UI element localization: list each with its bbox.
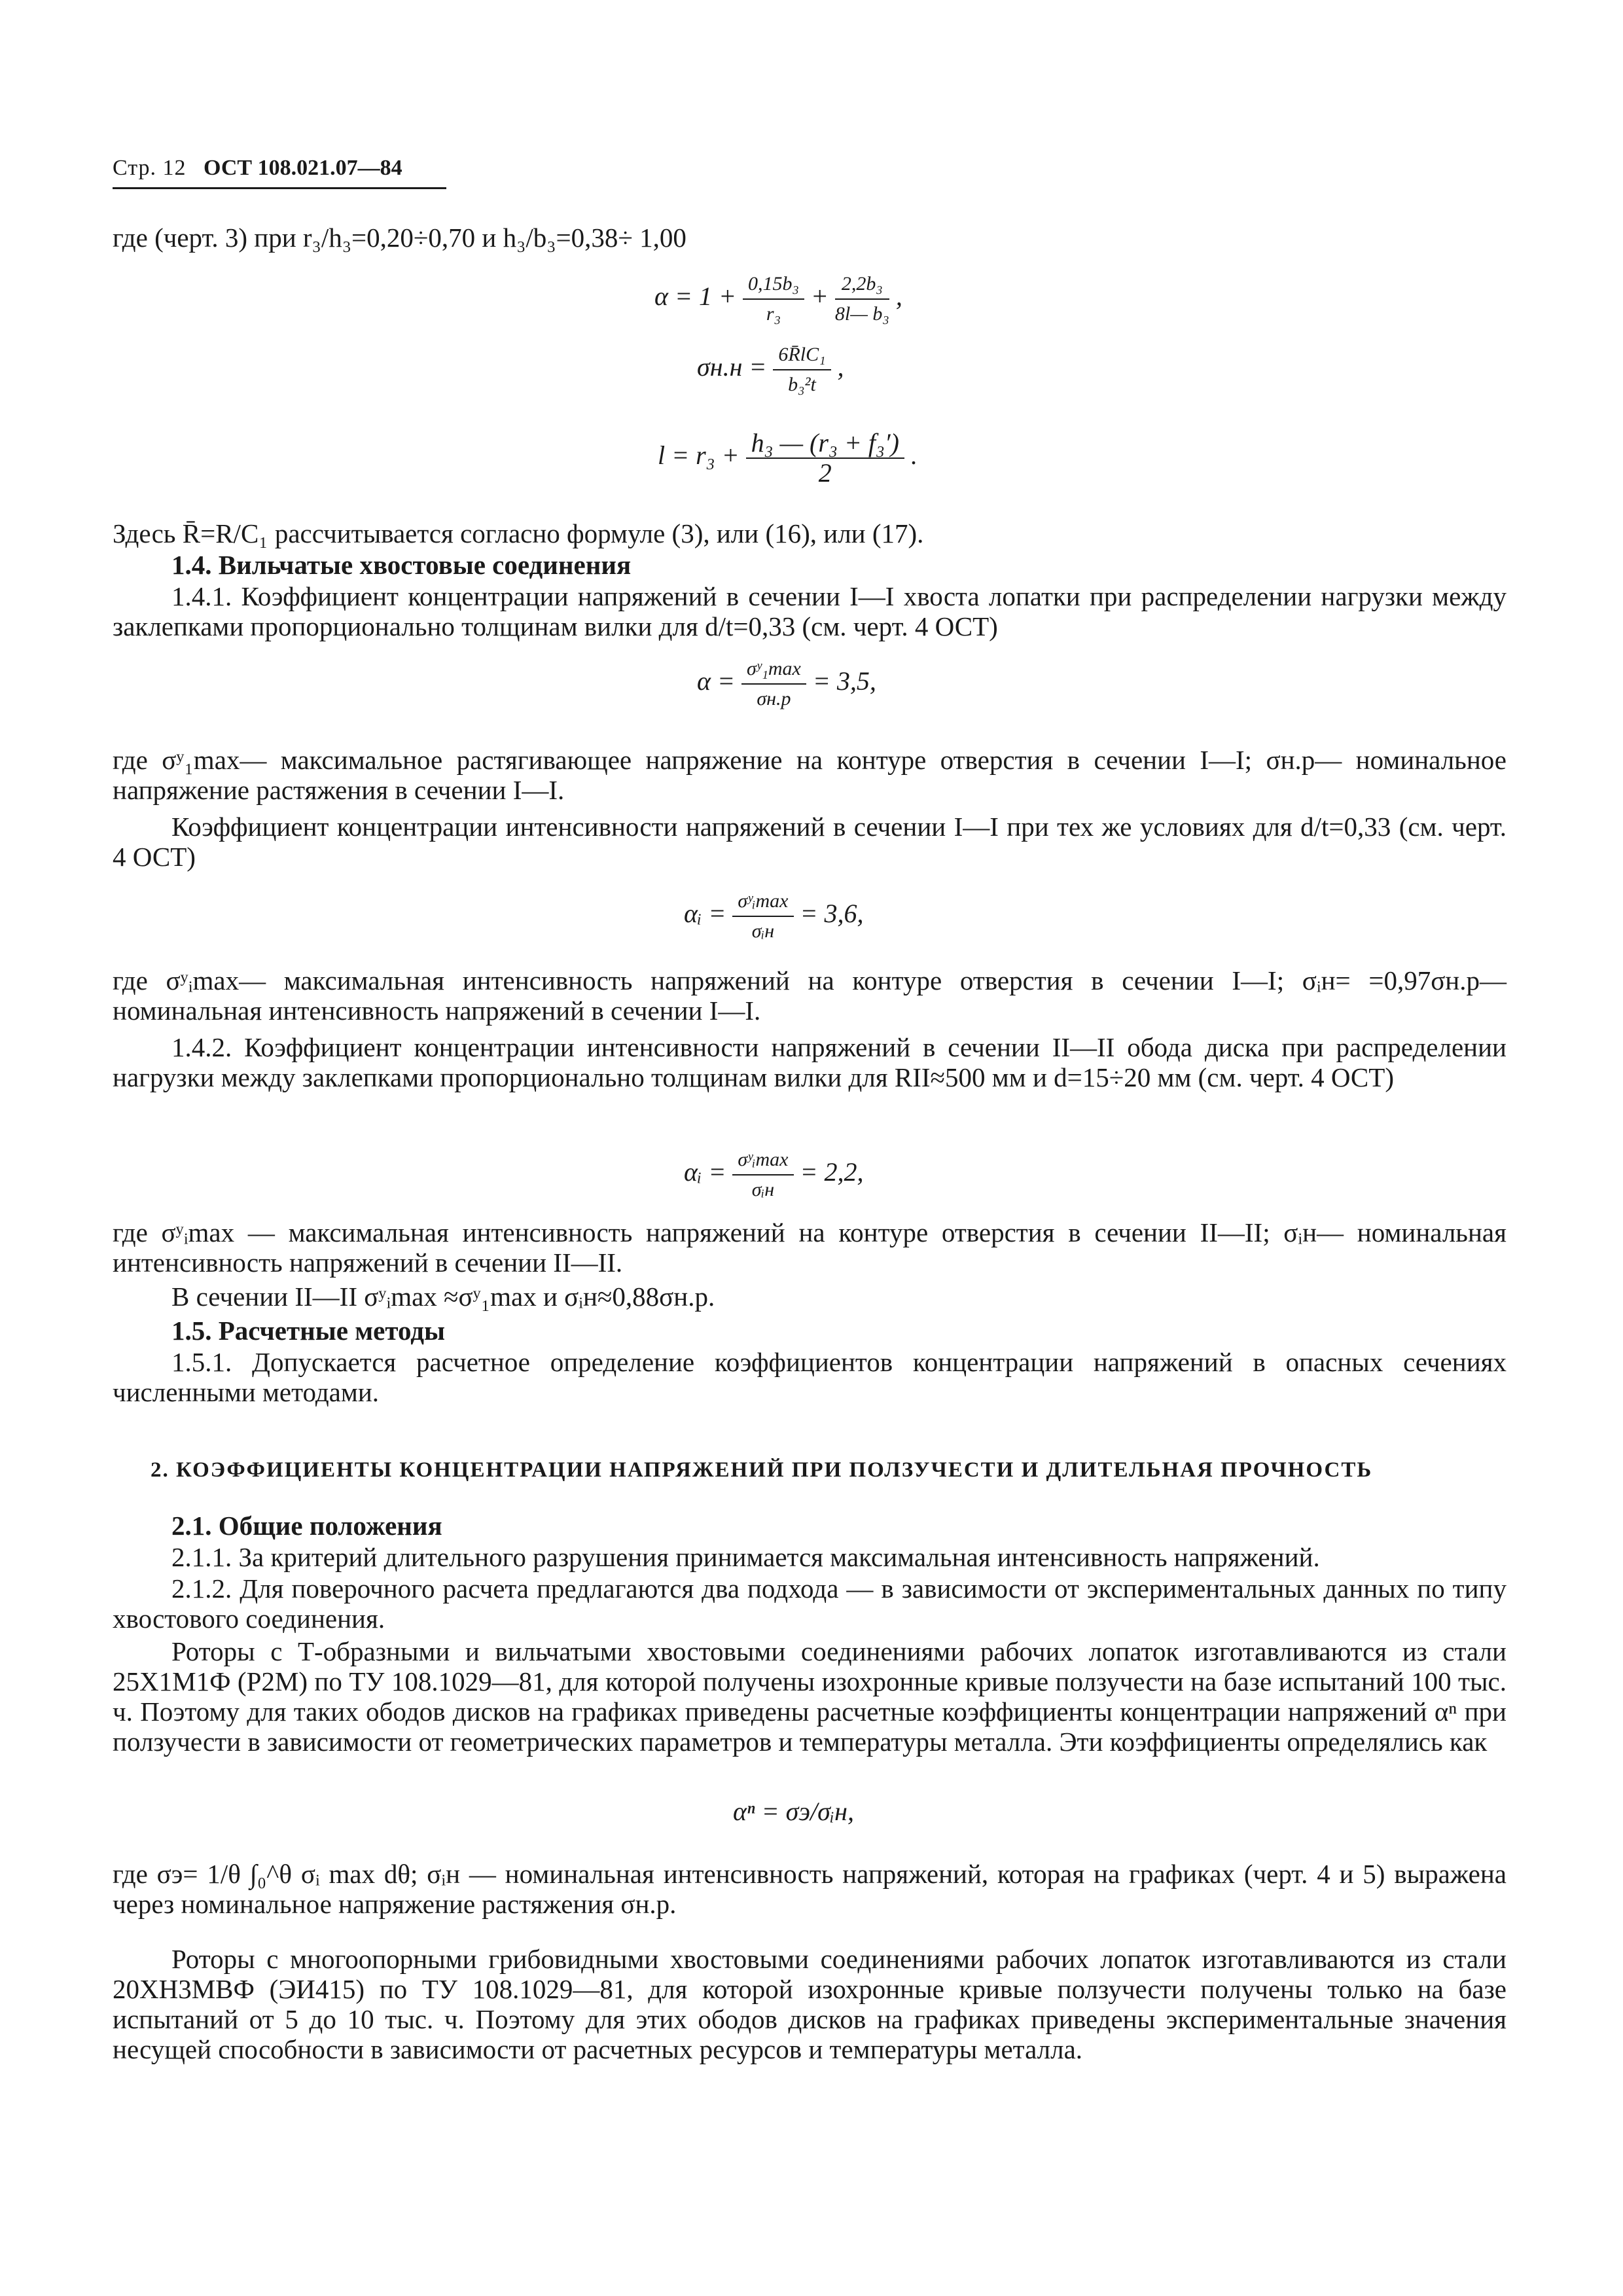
fraction: $\frac{\text{2,2b₃}}{\text{8l— b₃}}$ — [835, 270, 889, 329]
paragraph-1-4-1: 1.4.1. Коэффициент концентрации напряжений в сечении I—I хвоста лопатки при распределении нагрузки между заклепками пропорционально толщинам вилки для d/t=0,33 (см. черт. 4 ОСТ) — [113, 581, 1507, 641]
paragraph-1-4-2: 1.4.2. Коэффициент концентрации интенсивности напряжений в сечении II—II обода диска при распределении нагрузки между заклепками пропорционально толщинам вилки для RII≈500 мм и d=15÷20 мм (см. черт. 4 ОСТ) — [113, 1032, 1507, 1092]
here-line: Здесь R̄=R/C₁ рассчитывается согласно формуле (3), или (16), или (17). — [113, 518, 924, 548]
paragraph-2-1-1: 2.1.1. За критерий длительного разрушения принимается максимальная интенсивность напряжений. — [171, 1542, 1320, 1572]
fraction: $\frac{\text{σʸ₁max}}{\sigma н.р}$ — [741, 655, 806, 713]
paragraph-2-1-2-mushroom: Роторы с многоопорными грибовидными хвостовыми соединениями рабочих лопаток изготавливаются из стали 20ХН3МВФ (ЭИ415) по ТУ 108.1029—81, для которой изохронные кривые ползучести получены только на базе испытаний от 5 до 10 тыс. ч. Поэтому для этих ободов дисков на графиках приведены экспериментальные значения несущей способности в зависимости от расчетных ресурсов и температуры металла. — [113, 1944, 1507, 2064]
paragraph-2-1-2-rotors: Роторы с Т-образными и вильчатыми хвостовыми соединениями рабочих лопаток изготавливаются из стали 25Х1М1Ф (Р2М) по ТУ 108.1029—81, для которой получены изохронные кривые ползучести на базе испытаний 100 тыс. ч. Поэтому для таких ободов дисков на графиках приведены расчетные коэффициенты концентрации напряжений αⁿ при ползучести в зависимости от геометрических параметров и температуры металла. Эти коэффициенты определялись как — [113, 1636, 1507, 1757]
page-header — [113, 156, 402, 181]
formula-alpha-3-5: α = $\frac{\text{σʸ₁max}}{\sigma н.р}$ = 3,5, — [697, 655, 876, 713]
paragraph-1-5-1: 1.5.1. Допускается расчетное определение коэффициентов концентрации напряжений в опасных сечениях численными методами. — [113, 1347, 1507, 1407]
fraction: $\frac{\text{h₃ — (r₃ + f₃′)}}{2}$ — [746, 429, 904, 488]
formula-alpha-3-6: αᵢ = $\frac{\text{σʸᵢmax}}{\text{σᵢн}}$ = 3,6, — [684, 887, 864, 946]
formula-alpha-2-2: αᵢ = $\frac{\text{σʸᵢmax}}{\text{σᵢн}}$ = 2,2, — [684, 1145, 864, 1204]
paragraph-2-1-2-where: где σэ= 1/θ ∫₀^θ σᵢ max dθ; σᵢн — номинальная интенсивность напряжений, которая на графиках (черт. 4 и 5) выражена через номинальное напряжение растяжения σн.р. — [113, 1859, 1507, 1919]
fraction: $\frac{\text{σʸᵢmax}}{\text{σᵢн}}$ — [732, 887, 793, 946]
section-2-title: 2. КОЭФФИЦИЕНТЫ КОНЦЕНТРАЦИИ НАПРЯЖЕНИЙ ПРИ ПОЛЗУЧЕСТИ И ДЛИТЕЛЬНАЯ ПРОЧНОСТЬ — [151, 1458, 1373, 1482]
page-number: Стр. 12 — [113, 156, 187, 180]
fraction: $\frac{\text{σʸᵢmax}}{\text{σᵢн}}$ — [732, 1145, 793, 1204]
formula-alpha-sigma: α = 1 + $\frac{\text{0,15b₃}}{\text{r₃}}$ + $\frac{\text{2,2b₃}}{\text{8l— b₃}}$ , — [654, 270, 902, 329]
paragraph-1-4-2-where: где σʸᵢmax — максимальная интенсивность напряжений на контуре отверстия в сечении II—II; σᵢн— номинальная интенсивность напряжений в сечении II—II. — [113, 1217, 1507, 1278]
where-chart3-line: где (черт. 3) при r₃/h₃=0,20÷0,70 и h₃/b₃=0,38÷ 1,00 — [113, 223, 687, 253]
header-rule — [113, 187, 446, 189]
formula-l: l = r₃ + $\frac{\text{h₃ — (r₃ + f₃′)}}{2}$ . — [658, 428, 918, 488]
section-1-5-title: 1.5. Расчетные методы — [171, 1316, 446, 1346]
formula-lhs: α — [654, 281, 668, 312]
paragraph-2-1-2: 2.1.2. Для поверочного расчета предлагаются два подхода — в зависимости от экспериментальных данных по типу хвостового соединения. — [113, 1573, 1507, 1634]
fraction: $\frac{\text{0,15b₃}}{\text{r₃}}$ — [743, 270, 804, 329]
section-ii-line: В сечении II—II σʸᵢmax ≈σʸ₁max и σᵢн≈0,88σн.р. — [171, 1282, 715, 1312]
section-1-4-title: 1.4. Вильчатые хвостовые соединения — [171, 550, 632, 580]
formula-alpha-creep: αⁿ = σэ/σᵢн, — [733, 1797, 854, 1826]
formula-sigma-nn: σн.н = $\frac{\text{6R̄lC₁}}{\text{b₃²t}}$ , — [697, 340, 844, 399]
fraction: $\frac{\text{6R̄lC₁}}{\text{b₃²t}}$ — [773, 340, 830, 399]
paragraph-1-4-1-intensity: Коэффициент концентрации интенсивности напряжений в сечении I—I при тех же условиях для d/t=0,33 (см. черт. 4 ОСТ) — [113, 812, 1507, 872]
paragraph-1-4-1-where: где σʸ₁max— максимальное растягивающее напряжение на контуре отверстия в сечении I—I; σн.р— номинальное напряжение растяжения в сечении I—I. — [113, 745, 1507, 805]
standard-number: ОСТ 108.021.07—84 — [204, 156, 402, 180]
formula-rhs: = 1 + — [675, 281, 736, 312]
section-2-1-title: 2.1. Общие положения — [171, 1511, 442, 1541]
paragraph-1-4-1-where2: где σʸᵢmax— максимальная интенсивность напряжений на контуре отверстия в сечении I—I; σᵢн= =0,97σн.р— номинальная интенсивность напряжений в сечении I—I. — [113, 965, 1507, 1026]
